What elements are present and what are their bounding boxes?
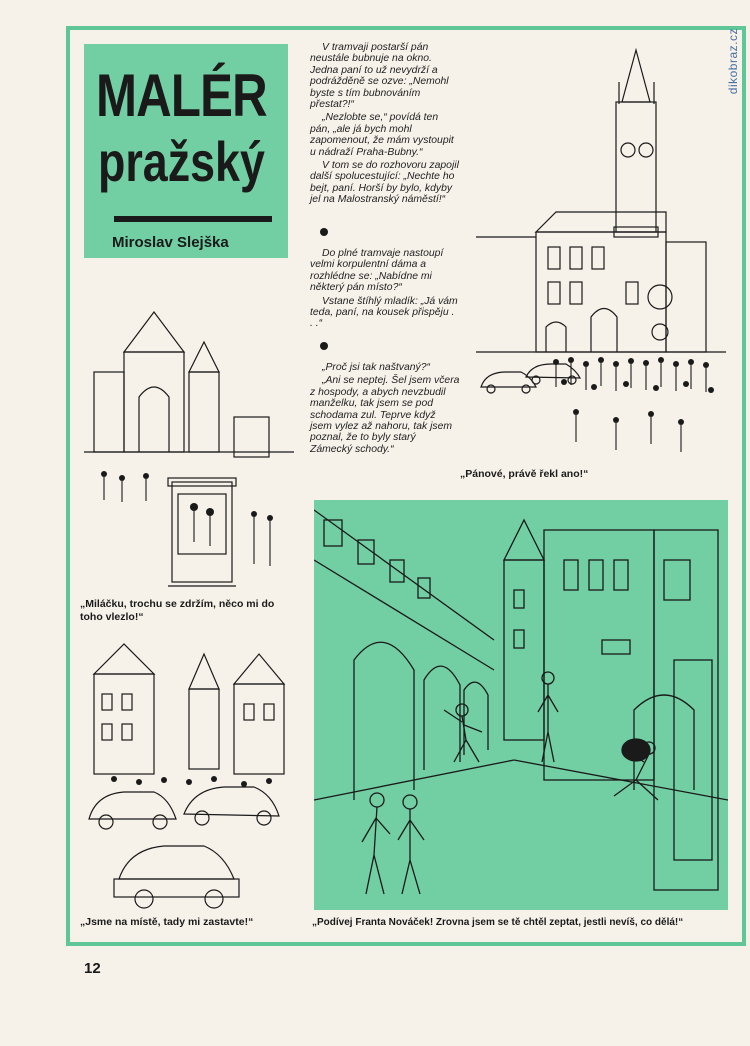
street-illustration [314,500,728,910]
story-block-1 [310,42,460,208]
author-name: Miroslav Slejška [112,234,229,251]
bullet-divider [320,342,328,350]
street-illustration-panel [314,500,728,910]
title-rule [114,216,272,222]
caption-phone-booth: „Miláčku, trochu se zdržím, něco mi do toho vlezlo!“ [80,598,275,623]
caption-tower: „Pánové, právě řekl ano!“ [460,468,589,480]
story-paragraph: „Ani se neptej. Šel jsem včera z hospody, a abych nevzbudil manželku, tak jsem se pod schodama zul. Teprve když jsem vylez až nahoru, tak jsem poznal, že to byly starý Zámecký schody.“ [310,375,460,455]
page-number: 12 [84,960,101,977]
story-paragraph: Vstane štíhlý mladík: „Já vám teda, paní, na kousek přispěju . . .“ [310,295,458,330]
story-block-3 [310,362,460,457]
story-paragraph: „Proč jsi tak naštvaný?“ [322,362,430,373]
watermark: dikobraz.cz [726,28,740,95]
story-paragraph: V tramvaji postarší pán neustále bubnuje na okno. Jedna paní to už nevydrží a podrážděně se ozve: „Nemohl byste s tím bubnováním přestat?!“ [310,42,449,111]
story-paragraph: „Nezlobte se,“ povídá ten pán, „ale já bych mohl zapomenout, že mám vystoupit u nádraží Praha-Bubny.“ [310,112,454,158]
title-main: MALÉR [96,62,267,129]
traffic-illustration [84,634,294,914]
title-sub: pražský [98,130,265,193]
caption-traffic: „Jsme na místě, tady mi zastavte!“ [80,916,254,928]
bullet-divider [320,228,328,236]
title-box [84,44,288,258]
tower-illustration [476,42,726,472]
story-block-2 [310,248,460,332]
story-paragraph: V tom se do rozhovoru zapojil další spolucestující: „Nechte ho bejt, paní. Horší by bylo, kdyby jel na Malostranský náměstí!“ [310,160,459,206]
story-paragraph: Do plné tramvaje nastoupí velmi korpulentní dáma a rozhlédne se: „Nabídne mi některý pán místo?“ [310,248,444,294]
caption-street: „Podívej Franta Nováček! Zrovna jsem se tě chtěl zeptat, jestli nevíš, co dělá!“ [312,917,684,928]
phone-booth-illustration [84,302,294,592]
